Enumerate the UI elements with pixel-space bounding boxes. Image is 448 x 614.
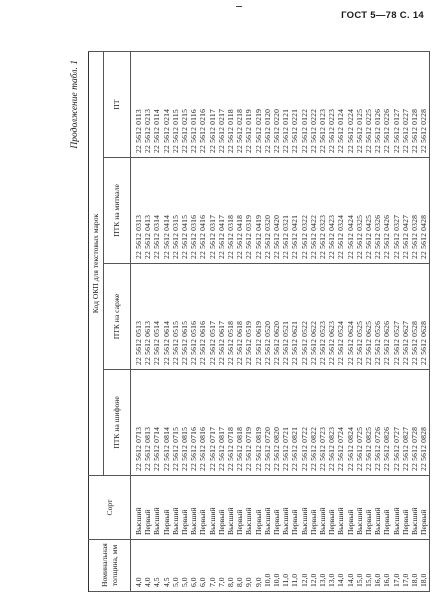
cell-thickness: 10,0 bbox=[263, 540, 272, 592]
cell-pt: 22 5612 0222 bbox=[309, 52, 318, 158]
cell-mitkal: 22 5612 0316 bbox=[189, 158, 198, 264]
table-row bbox=[152, 52, 161, 592]
table-row bbox=[318, 52, 327, 592]
cell-pt: 22 5612 0219 bbox=[254, 52, 263, 158]
cell-pt: 22 5612 0115 bbox=[171, 52, 180, 158]
okp-code-table bbox=[88, 51, 430, 592]
cell-sarzh: 22 5612 0613 bbox=[143, 264, 152, 370]
cell-pt: 22 5612 0226 bbox=[382, 52, 391, 158]
cell-sarzh: 22 5612 0526 bbox=[373, 264, 382, 370]
cell-shiphon: 22 5612 0818 bbox=[235, 370, 244, 476]
table-row bbox=[226, 52, 235, 592]
cell-shiphon: 22 5612 0817 bbox=[217, 370, 226, 476]
cell-sarzh: 22 5612 0616 bbox=[198, 264, 207, 370]
cell-mitkal: 22 5612 0322 bbox=[300, 158, 309, 264]
cell-sarzh: 22 5612 0627 bbox=[401, 264, 410, 370]
cell-sarzh: 22 5612 0514 bbox=[152, 264, 161, 370]
col-header-sort: Сорт bbox=[89, 476, 131, 540]
cell-thickness: 8,0 bbox=[235, 540, 244, 592]
cell-pt: 22 5612 0128 bbox=[410, 52, 419, 158]
cell-mitkal: 22 5612 0325 bbox=[355, 158, 364, 264]
cell-shiphon: 22 5612 0722 bbox=[300, 370, 309, 476]
table-continuation-label: Продолжение табл. 1 bbox=[70, 60, 80, 149]
table-row bbox=[309, 52, 318, 592]
cell-sort: Высший bbox=[392, 476, 401, 540]
cell-sarzh: 22 5612 0621 bbox=[290, 264, 299, 370]
col-header-group: Код ОКП для текстовых марок bbox=[89, 52, 104, 476]
cell-pt: 22 5612 0224 bbox=[346, 52, 355, 158]
table-row bbox=[254, 52, 263, 592]
cell-pt: 22 5612 0127 bbox=[392, 52, 401, 158]
cell-thickness: 16,0 bbox=[382, 540, 391, 592]
table-row bbox=[272, 52, 281, 592]
cell-mitkal: 22 5612 0426 bbox=[382, 158, 391, 264]
cell-sort: Первый bbox=[401, 476, 410, 540]
col-header-sarzh: ПТК на сарже bbox=[104, 264, 131, 370]
cell-pt: 22 5612 0225 bbox=[364, 52, 373, 158]
cell-thickness: 18,0 bbox=[419, 540, 429, 592]
cell-sort: Высший bbox=[171, 476, 180, 540]
cell-sort: Высший bbox=[410, 476, 419, 540]
cell-thickness: 4,5 bbox=[152, 540, 161, 592]
cell-mitkal: 22 5612 0328 bbox=[410, 158, 419, 264]
cell-sarzh: 22 5612 0518 bbox=[226, 264, 235, 370]
cell-pt: 22 5612 0227 bbox=[401, 52, 410, 158]
cell-shiphon: 22 5612 0716 bbox=[189, 370, 198, 476]
cell-mitkal: 22 5612 0324 bbox=[336, 158, 345, 264]
cell-pt: 22 5612 0125 bbox=[355, 52, 364, 158]
cell-thickness: 4,0 bbox=[143, 540, 152, 592]
cell-mitkal: 22 5612 0428 bbox=[419, 158, 429, 264]
cell-shiphon: 22 5612 0725 bbox=[355, 370, 364, 476]
cell-shiphon: 22 5612 0728 bbox=[410, 370, 419, 476]
cell-sort: Первый bbox=[272, 476, 281, 540]
cell-mitkal: 22 5612 0317 bbox=[208, 158, 217, 264]
cell-sarzh: 22 5612 0619 bbox=[254, 264, 263, 370]
cell-shiphon: 22 5612 0828 bbox=[419, 370, 429, 476]
cell-sarzh: 22 5612 0617 bbox=[217, 264, 226, 370]
table-row bbox=[373, 52, 382, 592]
cell-pt: 22 5612 0213 bbox=[143, 52, 152, 158]
cell-sarzh: 22 5612 0614 bbox=[162, 264, 171, 370]
cell-pt: 22 5612 0116 bbox=[189, 52, 198, 158]
cell-sarzh: 22 5612 0513 bbox=[131, 264, 144, 370]
cell-sort: Первый bbox=[198, 476, 207, 540]
cell-mitkal: 22 5612 0318 bbox=[226, 158, 235, 264]
cell-thickness: 15,0 bbox=[355, 540, 364, 592]
cell-sarzh: 22 5612 0528 bbox=[410, 264, 419, 370]
cell-sort: Первый bbox=[309, 476, 318, 540]
cell-sort: Высший bbox=[336, 476, 345, 540]
cell-sort: Первый bbox=[235, 476, 244, 540]
cell-sarzh: 22 5612 0525 bbox=[355, 264, 364, 370]
table-row bbox=[162, 52, 171, 592]
cell-shiphon: 22 5612 0816 bbox=[198, 370, 207, 476]
cell-mitkal: 22 5612 0424 bbox=[346, 158, 355, 264]
cell-thickness: 13,0 bbox=[318, 540, 327, 592]
cell-pt: 22 5612 0220 bbox=[272, 52, 281, 158]
rotated-table-region bbox=[70, 52, 448, 592]
cell-sarzh: 22 5612 0624 bbox=[346, 264, 355, 370]
table-row bbox=[410, 52, 419, 592]
cell-pt: 22 5612 0126 bbox=[373, 52, 382, 158]
cell-sort: Высший bbox=[281, 476, 290, 540]
cell-sarzh: 22 5612 0521 bbox=[281, 264, 290, 370]
table-row bbox=[364, 52, 373, 592]
table-row bbox=[327, 52, 336, 592]
cell-shiphon: 22 5612 0821 bbox=[290, 370, 299, 476]
cell-shiphon: 22 5612 0714 bbox=[152, 370, 161, 476]
cell-thickness: 17,0 bbox=[401, 540, 410, 592]
cell-sort: Первый bbox=[419, 476, 429, 540]
cell-thickness: 17,0 bbox=[392, 540, 401, 592]
cell-pt: 22 5612 0113 bbox=[131, 52, 144, 158]
cell-sort: Первый bbox=[162, 476, 171, 540]
table-row bbox=[131, 52, 144, 592]
cell-sort: Первый bbox=[180, 476, 189, 540]
cell-sarzh: 22 5612 0523 bbox=[318, 264, 327, 370]
cell-pt: 22 5612 0123 bbox=[318, 52, 327, 158]
cell-pt: 22 5612 0214 bbox=[162, 52, 171, 158]
table-row bbox=[171, 52, 180, 592]
cell-pt: 22 5612 0217 bbox=[217, 52, 226, 158]
cell-thickness: 6,0 bbox=[198, 540, 207, 592]
cell-sarzh: 22 5612 0628 bbox=[419, 264, 429, 370]
cell-shiphon: 22 5612 0726 bbox=[373, 370, 382, 476]
cell-thickness: 7,0 bbox=[217, 540, 226, 592]
cell-shiphon: 22 5612 0814 bbox=[162, 370, 171, 476]
cell-thickness: 16,0 bbox=[373, 540, 382, 592]
cell-sarzh: 22 5612 0615 bbox=[180, 264, 189, 370]
cell-shiphon: 22 5612 0721 bbox=[281, 370, 290, 476]
cell-sort: Высший bbox=[355, 476, 364, 540]
cell-sort: Высший bbox=[263, 476, 272, 540]
cell-sort: Высший bbox=[244, 476, 253, 540]
cell-pt: 22 5612 0215 bbox=[180, 52, 189, 158]
cell-thickness: 7,0 bbox=[208, 540, 217, 592]
cell-mitkal: 22 5612 0427 bbox=[401, 158, 410, 264]
cell-thickness: 13,0 bbox=[327, 540, 336, 592]
cell-sarzh: 22 5612 0516 bbox=[189, 264, 198, 370]
cell-shiphon: 22 5612 0824 bbox=[346, 370, 355, 476]
cell-shiphon: 22 5612 0826 bbox=[382, 370, 391, 476]
cell-mitkal: 22 5612 0421 bbox=[290, 158, 299, 264]
cell-pt: 22 5612 0118 bbox=[226, 52, 235, 158]
cell-mitkal: 22 5612 0319 bbox=[244, 158, 253, 264]
cell-sort: Высший bbox=[318, 476, 327, 540]
cell-mitkal: 22 5612 0326 bbox=[373, 158, 382, 264]
cell-sarzh: 22 5612 0618 bbox=[235, 264, 244, 370]
cell-pt: 22 5612 0228 bbox=[419, 52, 429, 158]
cell-mitkal: 22 5612 0425 bbox=[364, 158, 373, 264]
cell-mitkal: 22 5612 0327 bbox=[392, 158, 401, 264]
cell-pt: 22 5612 0119 bbox=[244, 52, 253, 158]
cell-sarzh: 22 5612 0527 bbox=[392, 264, 401, 370]
cell-shiphon: 22 5612 0820 bbox=[272, 370, 281, 476]
table-row bbox=[143, 52, 152, 592]
table-row bbox=[217, 52, 226, 592]
table-row bbox=[401, 52, 410, 592]
cell-mitkal: 22 5612 0313 bbox=[131, 158, 144, 264]
cell-mitkal: 22 5612 0415 bbox=[180, 158, 189, 264]
cell-mitkal: 22 5612 0417 bbox=[217, 158, 226, 264]
cell-mitkal: 22 5612 0321 bbox=[281, 158, 290, 264]
cell-shiphon: 22 5612 0813 bbox=[143, 370, 152, 476]
cell-mitkal: 22 5612 0422 bbox=[309, 158, 318, 264]
cell-pt: 22 5612 0117 bbox=[208, 52, 217, 158]
cell-sarzh: 22 5612 0622 bbox=[309, 264, 318, 370]
table-row bbox=[235, 52, 244, 592]
cell-sarzh: 22 5612 0626 bbox=[382, 264, 391, 370]
table-row bbox=[336, 52, 345, 592]
table-row bbox=[180, 52, 189, 592]
table-row bbox=[290, 52, 299, 592]
cell-mitkal: 22 5612 0423 bbox=[327, 158, 336, 264]
cell-thickness: 8,0 bbox=[226, 540, 235, 592]
table-row bbox=[419, 52, 429, 592]
cell-shiphon: 22 5612 0719 bbox=[244, 370, 253, 476]
cell-pt: 22 5612 0223 bbox=[327, 52, 336, 158]
cell-sarzh: 22 5612 0524 bbox=[336, 264, 345, 370]
table-body bbox=[131, 52, 430, 592]
cell-sarzh: 22 5612 0623 bbox=[327, 264, 336, 370]
cell-sarzh: 22 5612 0517 bbox=[208, 264, 217, 370]
cell-pt: 22 5612 0121 bbox=[281, 52, 290, 158]
cell-shiphon: 22 5612 0717 bbox=[208, 370, 217, 476]
cell-sort: Первый bbox=[254, 476, 263, 540]
cell-thickness: 5,0 bbox=[180, 540, 189, 592]
cell-pt: 22 5612 0216 bbox=[198, 52, 207, 158]
cell-sarzh: 22 5612 0519 bbox=[244, 264, 253, 370]
cell-sort: Первый bbox=[346, 476, 355, 540]
cell-shiphon: 22 5612 0819 bbox=[254, 370, 263, 476]
cell-sort: Первый bbox=[364, 476, 373, 540]
cell-sort: Высший bbox=[152, 476, 161, 540]
cell-sarzh: 22 5612 0620 bbox=[272, 264, 281, 370]
cell-thickness: 18,0 bbox=[410, 540, 419, 592]
cell-sort: Высший bbox=[373, 476, 382, 540]
cell-mitkal: 22 5612 0413 bbox=[143, 158, 152, 264]
cell-mitkal: 22 5612 0323 bbox=[318, 158, 327, 264]
cell-mitkal: 22 5612 0414 bbox=[162, 158, 171, 264]
cell-thickness: 12,0 bbox=[309, 540, 318, 592]
cell-thickness: 14,0 bbox=[336, 540, 345, 592]
cell-thickness: 11,0 bbox=[281, 540, 290, 592]
cell-thickness: 4,0 bbox=[131, 540, 144, 592]
cell-pt: 22 5612 0120 bbox=[263, 52, 272, 158]
scan-mark bbox=[236, 6, 242, 7]
cell-shiphon: 22 5612 0715 bbox=[171, 370, 180, 476]
page-header: ГОСТ 5—78 С. 14 bbox=[341, 10, 424, 21]
cell-sort: Первый bbox=[143, 476, 152, 540]
cell-mitkal: 22 5612 0419 bbox=[254, 158, 263, 264]
cell-shiphon: 22 5612 0727 bbox=[392, 370, 401, 476]
cell-sarzh: 22 5612 0515 bbox=[171, 264, 180, 370]
cell-sort: Первый bbox=[290, 476, 299, 540]
cell-mitkal: 22 5612 0420 bbox=[272, 158, 281, 264]
cell-shiphon: 22 5612 0723 bbox=[318, 370, 327, 476]
cell-sarzh: 22 5612 0520 bbox=[263, 264, 272, 370]
col-header-shiphon: ПТК на шифоне bbox=[104, 370, 131, 476]
cell-mitkal: 22 5612 0418 bbox=[235, 158, 244, 264]
table-row bbox=[355, 52, 364, 592]
cell-sort: Первый bbox=[382, 476, 391, 540]
cell-shiphon: 22 5612 0822 bbox=[309, 370, 318, 476]
cell-sort: Первый bbox=[217, 476, 226, 540]
cell-sarzh: 22 5612 0625 bbox=[364, 264, 373, 370]
cell-sort: Высший bbox=[300, 476, 309, 540]
cell-pt: 22 5612 0221 bbox=[290, 52, 299, 158]
cell-thickness: 12,0 bbox=[300, 540, 309, 592]
cell-mitkal: 22 5612 0416 bbox=[198, 158, 207, 264]
cell-shiphon: 22 5612 0720 bbox=[263, 370, 272, 476]
cell-thickness: 6,0 bbox=[189, 540, 198, 592]
cell-shiphon: 22 5612 0718 bbox=[226, 370, 235, 476]
cell-shiphon: 22 5612 0827 bbox=[401, 370, 410, 476]
table-row bbox=[382, 52, 391, 592]
table-row bbox=[346, 52, 355, 592]
cell-sarzh: 22 5612 0522 bbox=[300, 264, 309, 370]
cell-thickness: 14,0 bbox=[346, 540, 355, 592]
cell-sort: Первый bbox=[327, 476, 336, 540]
cell-shiphon: 22 5612 0825 bbox=[364, 370, 373, 476]
cell-mitkal: 22 5612 0320 bbox=[263, 158, 272, 264]
col-header-thickness: Номинальная толщина, мм bbox=[89, 540, 131, 592]
table-row bbox=[198, 52, 207, 592]
col-header-mitkal: ПТК на миткале bbox=[104, 158, 131, 264]
cell-sort: Высший bbox=[226, 476, 235, 540]
rotated-content bbox=[70, 52, 448, 592]
cell-thickness: 5,0 bbox=[171, 540, 180, 592]
table-row bbox=[244, 52, 253, 592]
cell-shiphon: 22 5612 0815 bbox=[180, 370, 189, 476]
cell-sort: Высший bbox=[189, 476, 198, 540]
table-row bbox=[263, 52, 272, 592]
cell-pt: 22 5612 0218 bbox=[235, 52, 244, 158]
cell-shiphon: 22 5612 0713 bbox=[131, 370, 144, 476]
cell-mitkal: 22 5612 0314 bbox=[152, 158, 161, 264]
cell-thickness: 9,0 bbox=[244, 540, 253, 592]
cell-pt: 22 5612 0122 bbox=[300, 52, 309, 158]
cell-sort: Высший bbox=[131, 476, 144, 540]
cell-pt: 22 5612 0124 bbox=[336, 52, 345, 158]
col-header-pt: ПТ bbox=[104, 52, 131, 158]
table-row bbox=[392, 52, 401, 592]
cell-pt: 22 5612 0114 bbox=[152, 52, 161, 158]
cell-thickness: 9,0 bbox=[254, 540, 263, 592]
cell-thickness: 4,5 bbox=[162, 540, 171, 592]
table-row bbox=[281, 52, 290, 592]
table-row bbox=[189, 52, 198, 592]
cell-shiphon: 22 5612 0823 bbox=[327, 370, 336, 476]
cell-thickness: 15,0 bbox=[364, 540, 373, 592]
cell-thickness: 11,0 bbox=[290, 540, 299, 592]
table-row bbox=[208, 52, 217, 592]
table-row bbox=[300, 52, 309, 592]
cell-shiphon: 22 5612 0724 bbox=[336, 370, 345, 476]
cell-thickness: 10,0 bbox=[272, 540, 281, 592]
cell-mitkal: 22 5612 0315 bbox=[171, 158, 180, 264]
cell-sort: Высший bbox=[208, 476, 217, 540]
